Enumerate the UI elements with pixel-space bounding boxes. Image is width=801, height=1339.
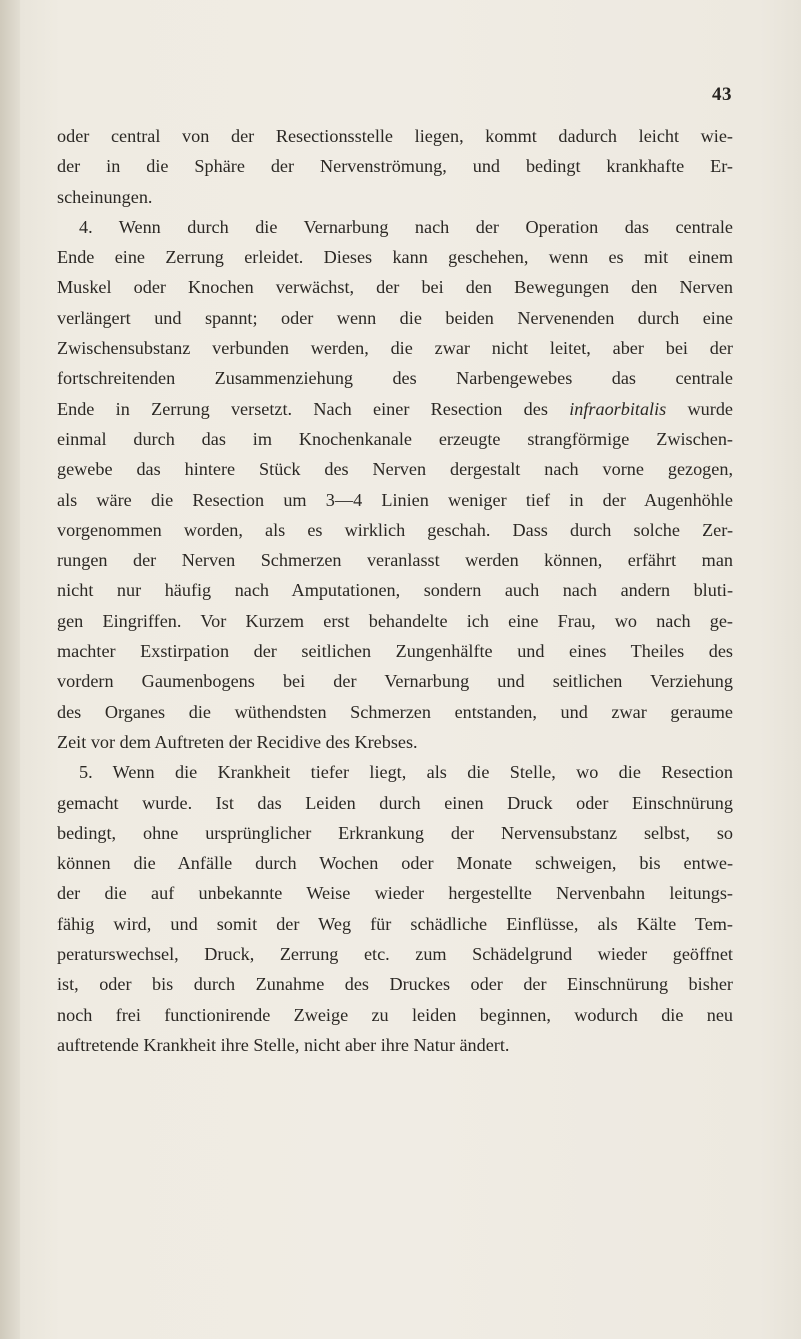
text-line: vorgenommen worden, als es wirklich geschah. Dass durch solche Zer- xyxy=(57,519,733,540)
text-line: als wäre die Resection um 3—4 Linien weniger tief in der Augenhöhle xyxy=(57,489,733,510)
text-line: der in die Sphäre der Nervenströmung, und bedingt krankhafte Er- xyxy=(57,156,733,177)
text-line: können die Anfälle durch Wochen oder Monate schweigen, bis entwe- xyxy=(57,853,733,874)
text-line: scheinungen. xyxy=(57,186,153,207)
text-line: noch frei functionirende Zweige zu leiden beginnen, wodurch die neu xyxy=(57,1004,733,1025)
text-line: fähig wird, und somit der Weg für schädliche Einflüsse, als Kälte Tem- xyxy=(57,913,733,934)
text-line: des Organes die wüthendsten Schmerzen entstanden, und zwar geraume xyxy=(57,701,733,722)
text-line: bedingt, ohne ursprünglicher Erkrankung der Nervensubstanz selbst, so xyxy=(57,822,733,843)
text-line: gemacht wurde. Ist das Leiden durch einen Druck oder Einschnürung xyxy=(57,792,733,813)
text-line: Ende eine Zerrung erleidet. Dieses kann geschehen, wenn es mit einem xyxy=(57,247,733,268)
text-segment: wurde xyxy=(666,398,733,419)
text-line: der die auf unbekannte Weise wieder hergestellte Nervenbahn leitungs- xyxy=(57,883,733,904)
text-line: Muskel oder Knochen verwächst, der bei den Bewegungen den Nerven xyxy=(57,277,733,298)
text-line: verlängert und spannt; oder wenn die beiden Nervenenden durch eine xyxy=(57,307,733,328)
page-number: 43 xyxy=(712,84,732,105)
text-line: 4. Wenn durch die Vernarbung nach der Operation das centrale xyxy=(79,216,733,237)
text-line: Zeit vor dem Auftreten der Recidive des Krebses. xyxy=(57,731,418,752)
text-line: peraturswechsel, Druck, Zerrung etc. zum Schädelgrund wieder geöffnet xyxy=(57,944,733,965)
text-line: nicht nur häufig nach Amputationen, sondern auch nach andern bluti- xyxy=(57,580,733,601)
text-line: oder central von der Resectionsstelle liegen, kommt dadurch leicht wie- xyxy=(57,126,733,146)
text-segment: Ende in Zerrung versetzt. Nach einer Resection des xyxy=(57,398,570,419)
text-line: Zwischensubstanz verbunden werden, die zwar nicht leitet, aber bei der xyxy=(57,338,733,359)
text-line-with-italic xyxy=(57,394,733,424)
text-line: fortschreitenden Zusammenziehung des Narbengewebes das centrale xyxy=(57,368,733,389)
body-text xyxy=(57,121,733,1060)
text-line: rungen der Nerven Schmerzen veranlasst werden können, erfährt man xyxy=(57,550,733,571)
text-line: gen Eingriffen. Vor Kurzem erst behandelte ich eine Frau, wo nach ge- xyxy=(57,610,733,631)
text-line: vordern Gaumenbogens bei der Vernarbung und seitlichen Verziehung xyxy=(57,671,733,692)
text-line: machter Exstirpation der seitlichen Zungenhälfte und eines Theiles des xyxy=(57,641,733,662)
text-line: 5. Wenn die Krankheit tiefer liegt, als die Stelle, wo die Resection xyxy=(79,762,733,783)
text-line: einmal durch das im Knochenkanale erzeugte strangförmige Zwischen- xyxy=(57,428,733,449)
italic-term: infraorbitalis xyxy=(569,398,667,419)
text-line: gewebe das hintere Stück des Nerven dergestalt nach vorne gezogen, xyxy=(57,459,733,480)
page-gutter-shadow xyxy=(0,0,20,1339)
text-line: auftretende Krankheit ihre Stelle, nicht aber ihre Natur ändert. xyxy=(57,1034,510,1055)
text-line: ist, oder bis durch Zunahme des Druckes oder der Einschnürung bisher xyxy=(57,974,733,995)
